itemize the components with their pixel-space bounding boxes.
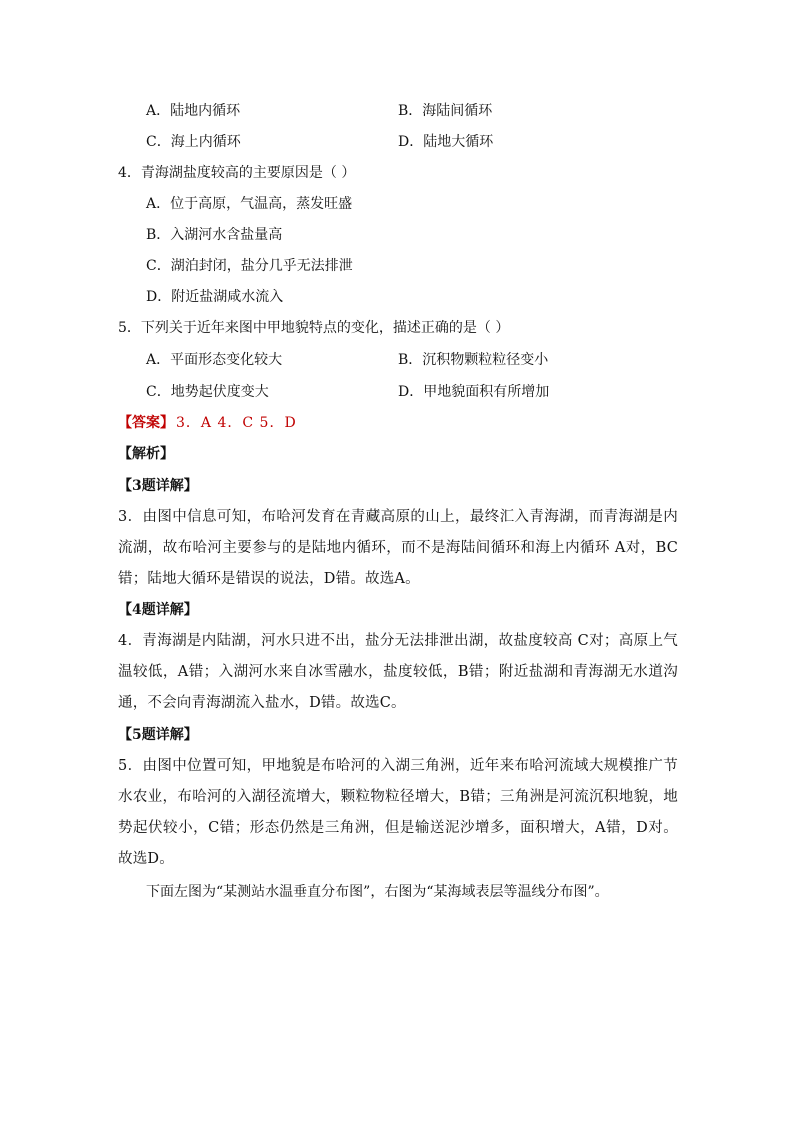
q5-option-b: B．沉积物颗粒粒径变小	[398, 352, 549, 368]
q4-option-a: A．位于高原，气温高，蒸发旺盛	[146, 196, 353, 212]
q4-option-d: D．附近盐湖咸水流入	[146, 289, 284, 305]
q4-option-b: B．入湖河水含盐量高	[146, 227, 283, 243]
detail-3-tag: 【3题详解】	[118, 478, 198, 494]
q4-option-c: C．湖泊封闭，盐分几乎无法排泄	[146, 258, 353, 274]
answer-text: 3．A 4．C 5．D	[176, 415, 297, 431]
q3-option-d: D．陆地大循环	[398, 134, 494, 150]
detail-4-tag: 【4题详解】	[118, 602, 198, 618]
q5-option-c: C．地势起伏度变大	[146, 384, 269, 400]
answer-tag: 【答案】	[118, 415, 174, 431]
answer-line	[118, 413, 297, 433]
q3-option-a: A．陆地内循环	[146, 103, 241, 119]
figure-intro-text: 下面左图为“某测站水温垂直分布图”，右图为“某海域表层等温线分布图”。	[146, 884, 609, 900]
q5-option-a: A．平面形态变化较大	[146, 352, 283, 368]
q5-stem: 5．下列关于近年来图中甲地貌特点的变化，描述正确的是（ ）	[118, 320, 510, 336]
detail-4-text: 4．青海湖是内陆湖，河水只进不出，盐分无法排泄出湖，故盐度较高 C对；高原上气温较低，A错；入湖河水来自冰雪融水，盐度较低，B错；附近盐湖和青海湖无水道沟通，不会向青海湖流入盐水，D错。故选C。	[118, 633, 678, 711]
detail-3-text: 3．由图中信息可知，布哈河发育在青藏高原的山上，最终汇入青海湖，而青海湖是内流湖，故布哈河主要参与的是陆地内循环，而不是海陆间循环和海上内循环 A对，BC错；陆地大循环是错误的说法，D错。故选A。	[118, 509, 678, 587]
detail-5-text: 5．由图中位置可知，甲地貌是布哈河的入湖三角洲，近年来布哈河流域大规模推广节水农业，布哈河的入湖径流增大，颗粒物粒径增大，B错；三角洲是河流沉积地貌，地势起伏较小，C错；形态仍然是三角洲，但是输送泥沙增多，面积增大，A错，D对。故选D。	[118, 758, 678, 867]
q5-option-d: D．甲地貌面积有所增加	[398, 384, 550, 400]
detail-5-tag: 【5题详解】	[118, 727, 198, 743]
q4-stem: 4．青海湖盐度较高的主要原因是（ ）	[118, 165, 356, 181]
q3-option-b: B．海陆间循环	[398, 103, 493, 119]
analysis-tag: 【解析】	[118, 446, 174, 462]
q3-option-c: C．海上内循环	[146, 134, 241, 150]
